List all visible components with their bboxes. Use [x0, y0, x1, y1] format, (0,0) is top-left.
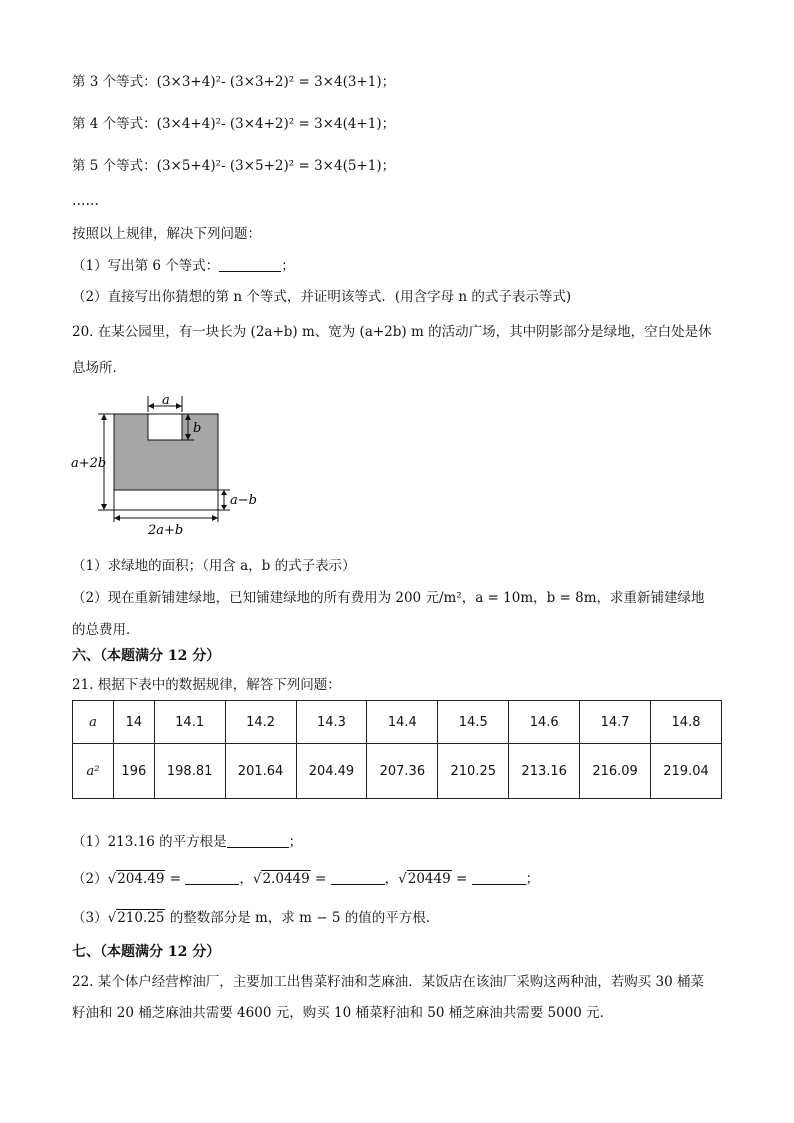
equals-sign: =: [315, 871, 327, 887]
table-cell: 204.49: [296, 744, 367, 799]
rule-instruction: 按照以上规律，解决下列问题：: [72, 226, 261, 242]
table-cell: 198.81: [154, 744, 225, 799]
question-19-1: [72, 256, 295, 276]
radicand: 2.0449: [262, 871, 310, 887]
table-cell: 201.64: [225, 744, 296, 799]
equation-3: 第 3 个等式：(3×3+4)²- (3×3+2)² = 3×4(3+1)；: [72, 74, 396, 90]
equation-5: 第 5 个等式：(3×5+4)²- (3×5+2)² = 3×4(5+1)；: [72, 158, 396, 174]
problem-21-question-3: [72, 908, 439, 928]
equals-sign: =: [455, 871, 468, 887]
problem-21-question-2: [72, 869, 539, 889]
separator: ，: [239, 871, 253, 887]
table-cell: 213.16: [509, 744, 580, 799]
rest-area-bottom: [114, 490, 218, 510]
park-figure: [60, 390, 280, 540]
question-19-2: （2）直接写出你猜想的第 n 个等式，并证明该等式．(用含字母 n 的式子表示等式): [72, 289, 572, 305]
answer-blank[interactable]: [331, 870, 385, 885]
sqrt-expression: √210.25: [107, 910, 165, 926]
equals-sign: =: [169, 871, 182, 887]
figure-label-2a-plus-b: 2a+b: [148, 523, 184, 538]
figure-label-b: b: [193, 421, 202, 436]
table-cell: 14.5: [438, 701, 509, 744]
figure-label-a-plus-2b: a+2b: [71, 456, 107, 471]
separator: ，: [384, 871, 399, 887]
question-19-1-prefix: （1）写出第 6 个等式：: [72, 258, 220, 274]
rest-area-top: [148, 414, 182, 440]
sqrt-expression: √2.0449: [252, 871, 310, 887]
figure-label-a-minus-b: a−b: [230, 493, 257, 508]
problem-20-question-2-line2: 的总费用．: [72, 622, 140, 638]
sqrt-expression: √20449: [398, 871, 451, 887]
table-header-a: a: [73, 701, 114, 744]
problem-20-line1: 20. 在某公园里，有一块长为 (2a+b) m、宽为 (a+2b) m 的活动广场，其中阴影部分是绿地，空白处是休: [72, 324, 712, 340]
table-cell: 14.2: [225, 701, 296, 744]
equation-4: 第 4 个等式：(3×4+4)²- (3×4+2)² = 3×4(4+1)；: [72, 116, 396, 132]
data-table: [72, 700, 722, 799]
table-cell: 210.25: [438, 744, 509, 799]
table-cell: 14.6: [509, 701, 580, 744]
problem-22-line2: 籽油和 20 桶芝麻油共需要 4600 元，购买 10 桶菜籽油和 50 桶芝麻油共需要 5000 元．: [72, 1005, 614, 1021]
problem-21-question-1-suffix: ；: [288, 834, 303, 850]
table-row: [73, 744, 722, 799]
table-cell: 14.7: [580, 701, 651, 744]
ellipsis: ……: [72, 193, 99, 209]
radicand: 210.25: [117, 910, 165, 926]
problem-21-question-1: [72, 832, 302, 852]
problem-21-question-3-rest: 的整数部分是 m，求 m − 5 的值的平方根．: [165, 910, 440, 926]
problem-21-question-3-label: （3）: [72, 910, 108, 926]
problem-21-intro: 21. 根据下表中的数据规律，解答下列问题：: [72, 677, 341, 693]
table-row: [73, 701, 722, 744]
radicand: 20449: [407, 871, 451, 887]
table-cell: 14.4: [367, 701, 438, 744]
table-cell: 14.1: [154, 701, 225, 744]
question-19-1-suffix: ；: [281, 258, 295, 274]
table-cell: 196: [114, 744, 155, 799]
table-cell: 14.8: [651, 701, 722, 744]
table-header-a-squared: a²: [73, 744, 114, 799]
section-7-heading: 七、（本题满分 12 分）: [72, 944, 221, 960]
table-cell: 216.09: [580, 744, 651, 799]
problem-21-question-1-prefix: （1）213.16 的平方根是: [72, 834, 227, 850]
section-6-heading: 六、（本题满分 12 分）: [72, 648, 221, 664]
problem-20-question-1: （1）求绿地的面积；（用含 a，b 的式子表示）: [72, 558, 356, 574]
table-cell: 219.04: [651, 744, 722, 799]
figure-label-a: a: [162, 393, 170, 408]
problem-22-line1: 22. 某个体户经营榨油厂，主要加工出售菜籽油和芝麻油．某饭店在该油厂采购这两种油，若购买 30 桶菜: [72, 974, 705, 990]
problem-20-question-2-line1: （2）现在重新铺建绿地，已知铺建绿地的所有费用为 200 元/m²，a = 10m，b = 8m，求重新铺建绿地: [72, 590, 705, 606]
table-cell: 14: [114, 701, 155, 744]
table-cell: 207.36: [367, 744, 438, 799]
answer-blank[interactable]: [185, 870, 239, 885]
problem-20-line2: 息场所．: [72, 360, 126, 376]
problem-21-question-2-label: （2）: [72, 871, 108, 887]
answer-blank[interactable]: [227, 833, 289, 848]
radicand: 204.49: [117, 871, 165, 887]
table-cell: 14.3: [296, 701, 367, 744]
answer-blank[interactable]: [472, 870, 526, 885]
answer-blank[interactable]: [219, 257, 281, 272]
separator: ；: [525, 871, 540, 887]
sqrt-expression: √204.49: [107, 871, 165, 887]
